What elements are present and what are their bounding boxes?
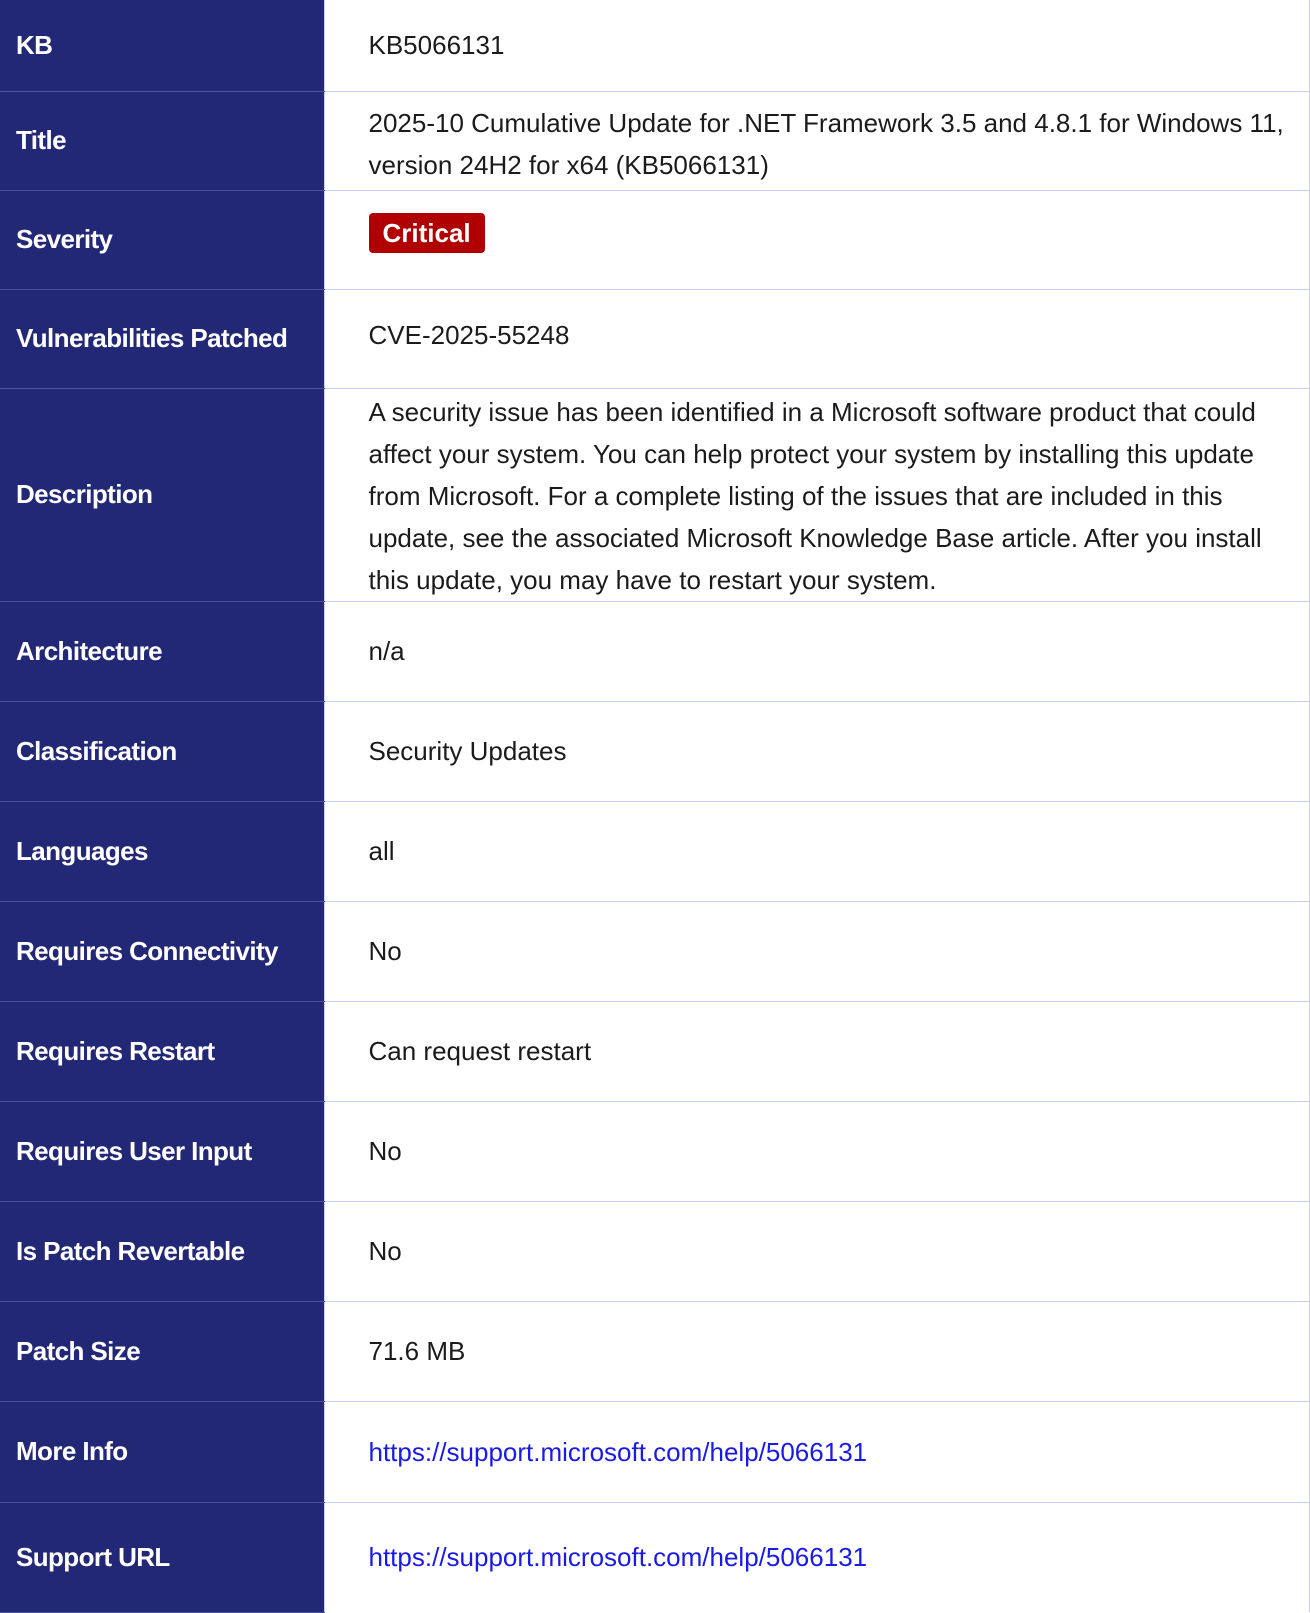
row-languages: [0, 801, 1310, 901]
row-classification: [0, 701, 1310, 801]
label-kb: KB: [0, 0, 324, 91]
row-severity: [0, 190, 1310, 289]
value-description-cell: [324, 388, 1310, 601]
severity-badge: Critical: [369, 213, 485, 253]
row-revertable: [0, 1201, 1310, 1301]
value-restart: Can request restart: [324, 1001, 1310, 1101]
value-support-url-cell: [324, 1502, 1310, 1612]
row-support-url: [0, 1502, 1310, 1612]
label-restart: Requires Restart: [0, 1001, 324, 1101]
label-size: Patch Size: [0, 1301, 324, 1401]
label-architecture: Architecture: [0, 601, 324, 701]
label-title: Title: [0, 91, 324, 190]
row-restart: [0, 1001, 1310, 1101]
row-vulnerabilities: [0, 289, 1310, 388]
value-architecture: n/a: [324, 601, 1310, 701]
value-title-cell: [324, 91, 1310, 190]
value-more-info-cell: [324, 1401, 1310, 1502]
more-info-link[interactable]: https://support.microsoft.com/help/5066131: [368, 1436, 868, 1467]
value-revertable: No: [324, 1201, 1310, 1301]
support-url-link[interactable]: https://support.microsoft.com/help/5066131: [368, 1542, 868, 1573]
row-connectivity: [0, 901, 1310, 1001]
label-languages: Languages: [0, 801, 324, 901]
row-user-input: [0, 1101, 1310, 1201]
row-more-info: [0, 1401, 1310, 1502]
row-title: [0, 91, 1310, 190]
label-more-info: More Info: [0, 1401, 324, 1502]
label-revertable: Is Patch Revertable: [0, 1201, 324, 1301]
label-severity: Severity: [0, 190, 324, 289]
value-vulnerabilities: CVE-2025-55248: [324, 289, 1310, 388]
row-size: [0, 1301, 1310, 1401]
row-description: [0, 388, 1310, 601]
label-user-input: Requires User Input: [0, 1101, 324, 1201]
value-size: 71.6 MB: [324, 1301, 1310, 1401]
row-kb: [0, 0, 1310, 91]
value-classification: Security Updates: [324, 701, 1310, 801]
value-title: 2025-10 Cumulative Update for .NET Framework 3.5 and 4.8.1 for Windows 11, version 24H2 for x64 (KB5066131): [368, 107, 1284, 180]
value-user-input: No: [324, 1101, 1310, 1201]
label-vulnerabilities: Vulnerabilities Patched: [0, 289, 324, 388]
value-languages: all: [324, 801, 1310, 901]
value-connectivity: No: [324, 901, 1310, 1001]
value-description: A security issue has been identified in a Microsoft software product that could affect your system. You can help protect your system by installing this update from Microsoft. For a complete listing of the issues that are included in this update, see the associated Microsoft Knowledge Base article. After you install this update, you may have to restart your system.: [368, 396, 1262, 595]
row-architecture: [0, 601, 1310, 701]
label-description: Description: [0, 388, 324, 601]
label-support-url: Support URL: [0, 1502, 324, 1612]
value-severity-cell: [324, 190, 1310, 289]
value-kb: KB5066131: [324, 0, 1310, 91]
label-classification: Classification: [0, 701, 324, 801]
label-connectivity: Requires Connectivity: [0, 901, 324, 1001]
